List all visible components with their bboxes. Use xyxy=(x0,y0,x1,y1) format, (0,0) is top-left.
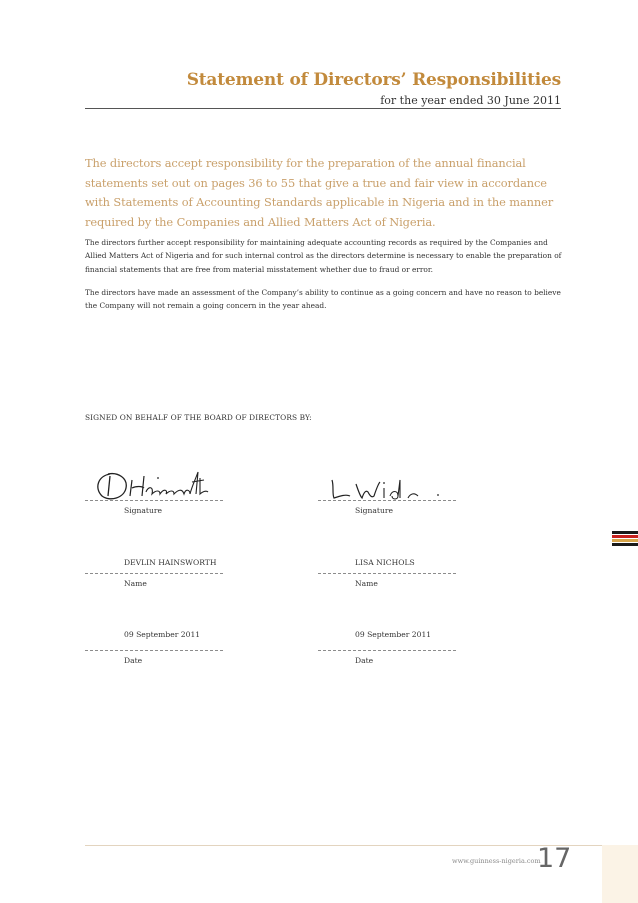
flag-stripe-red xyxy=(612,535,638,538)
date-value-left: 09 September 2011 xyxy=(124,630,201,639)
page-tab xyxy=(602,845,638,903)
handwritten-signature-right xyxy=(326,476,446,502)
date-line-left xyxy=(85,650,223,651)
date-label-right: Date xyxy=(355,656,374,665)
flag-stripe-gold xyxy=(612,539,638,542)
name-value-right: LISA NICHOLS xyxy=(355,558,415,567)
signature-line-right xyxy=(318,500,456,501)
name-value-left: DEVLIN HAINSWORTH xyxy=(124,558,217,567)
name-label-right: Name xyxy=(355,579,378,588)
date-label-left: Date xyxy=(124,656,143,665)
responsibility-paragraph: The directors further accept responsibility for maintaining adequate accounting records as required by the Companies and Allied Matters Act of Nigeria and for such internal control as the directors determine is necessary to enable the preparation of financial statements that are free from material misstatement whether due to fraud or error. xyxy=(85,238,562,274)
signature-label-right: Signature xyxy=(355,506,393,515)
name-line-right xyxy=(318,573,456,574)
signed-heading: SIGNED ON BEHALF OF THE BOARD OF DIRECTORS BY: xyxy=(85,413,312,422)
flag-stripe-black xyxy=(612,531,638,534)
page-title: Statement of Directors’ Responsibilities xyxy=(186,70,561,90)
lead-paragraph: The directors accept responsibility for the preparation of the annual financial statements set out on pages 36 to 55 that give a true and fair view in accordance with Statements of Accounting Standards applicable in Nigeria and in the manner required by the Companies and Allied Matters Act of Nigeria. xyxy=(85,156,554,229)
page-number: 17 xyxy=(537,843,572,874)
title-divider xyxy=(85,108,561,109)
going-concern-paragraph: The directors have made an assessment of the Company’s ability to continue as a going concern and have no reason to believe the Company will not remain a going concern in the year ahead. xyxy=(85,288,561,311)
footer-url: www.guinness-nigeria.com xyxy=(452,857,541,865)
name-label-left: Name xyxy=(124,579,147,588)
signature-line-left xyxy=(85,500,223,501)
flag-tab-icon xyxy=(612,531,638,547)
date-line-right xyxy=(318,650,456,651)
signature-label-left: Signature xyxy=(124,506,162,515)
handwritten-signature-left xyxy=(88,466,213,504)
date-value-right: 09 September 2011 xyxy=(355,630,432,639)
flag-stripe-black-2 xyxy=(612,543,638,546)
name-line-left xyxy=(85,573,223,574)
page-subtitle: for the year ended 30 June 2011 xyxy=(380,94,561,107)
